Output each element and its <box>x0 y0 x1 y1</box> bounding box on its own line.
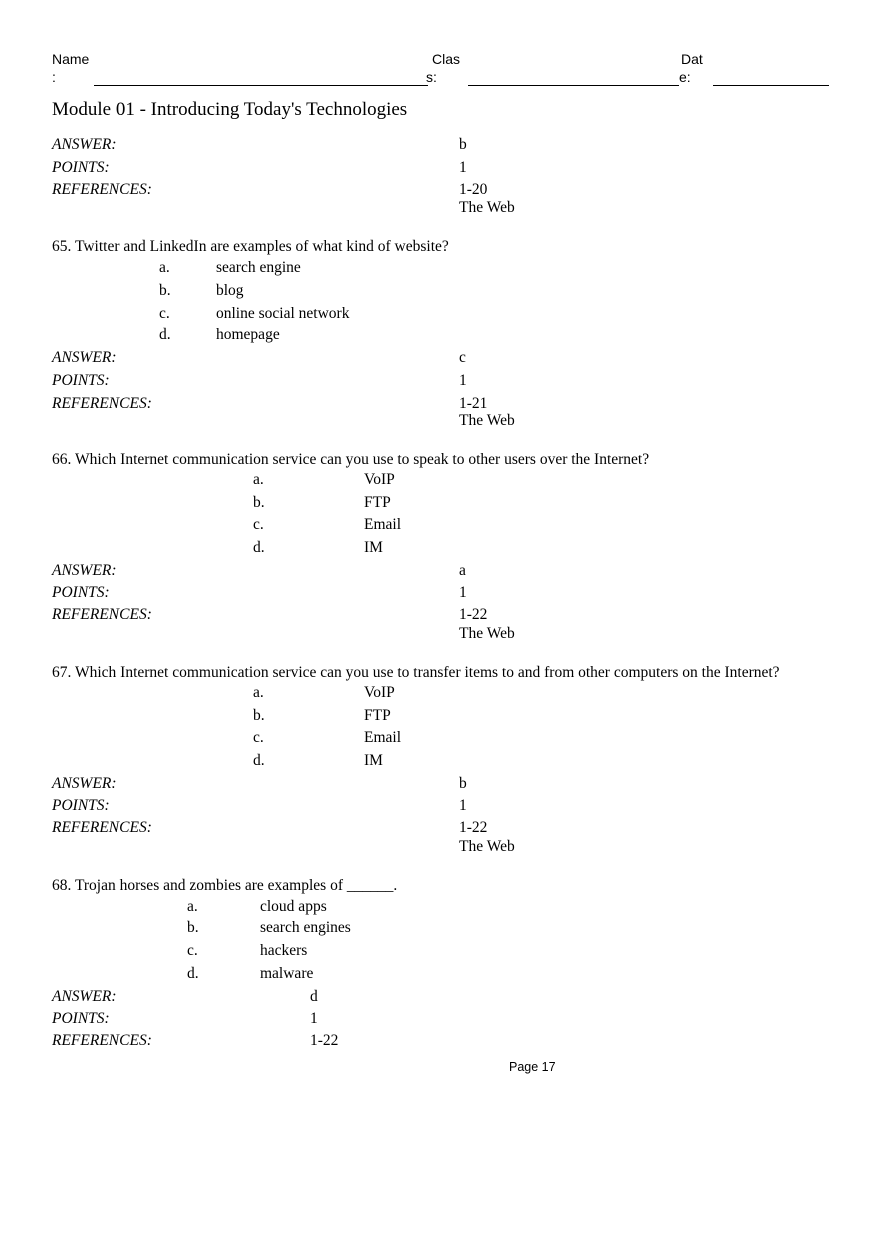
answer-value: a <box>459 562 466 579</box>
answer-label: ANSWER: <box>52 349 117 366</box>
points-label: POINTS: <box>52 1010 110 1027</box>
option-text: FTP <box>364 494 391 511</box>
option-text: hackers <box>260 942 308 959</box>
option-letter: d. <box>187 965 199 982</box>
points-value: 1 <box>459 797 467 814</box>
points-value: 1 <box>459 372 467 389</box>
date-field-line[interactable] <box>713 85 829 86</box>
option-text: search engine <box>216 259 301 276</box>
points-label: POINTS: <box>52 159 110 176</box>
reference-topic: The Web <box>459 838 515 855</box>
option-text: search engines <box>260 919 351 936</box>
points-value: 1 <box>459 159 467 176</box>
option-text: cloud apps <box>260 898 327 915</box>
date-label: Dat <box>681 51 703 67</box>
option-letter: a. <box>253 684 264 701</box>
reference-topic: The Web <box>459 412 515 429</box>
answer-label: ANSWER: <box>52 136 117 153</box>
option-letter: c. <box>253 729 264 746</box>
reference-topic: The Web <box>459 199 515 216</box>
option-text: FTP <box>364 707 391 724</box>
points-label: POINTS: <box>52 797 110 814</box>
option-letter: d. <box>253 752 265 769</box>
answer-label: ANSWER: <box>52 562 117 579</box>
page-title: Module 01 - Introducing Today's Technologies <box>52 99 408 120</box>
option-text: homepage <box>216 326 280 343</box>
answer-value: d <box>310 988 318 1005</box>
option-text: IM <box>364 752 383 769</box>
question-65: 65. Twitter and LinkedIn are examples of what kind of website? <box>52 238 449 255</box>
class-label: Clas <box>432 51 461 67</box>
answer-value: b <box>459 775 467 792</box>
references-label: REFERENCES: <box>52 395 152 412</box>
points-value: 1 <box>459 584 467 601</box>
option-text: VoIP <box>364 684 395 701</box>
date-label-suffix: e: <box>679 69 691 85</box>
option-text: online social network <box>216 305 350 322</box>
option-letter: b. <box>253 494 265 511</box>
question-66: 66. Which Internet communication service can you use to speak to other users over the Internet? <box>52 451 650 468</box>
option-letter: d. <box>253 539 265 556</box>
points-label: POINTS: <box>52 372 110 389</box>
answer-label: ANSWER: <box>52 988 117 1005</box>
references-label: REFERENCES: <box>52 1032 152 1049</box>
answer-label: ANSWER: <box>52 775 117 792</box>
option-text: Email <box>364 729 402 746</box>
option-letter: d. <box>159 326 171 343</box>
option-letter: c. <box>253 516 264 533</box>
option-letter: a. <box>187 898 198 915</box>
name-label: Name <box>52 51 90 67</box>
answer-value: b <box>459 136 467 153</box>
option-letter: a. <box>253 471 264 488</box>
option-letter: b. <box>253 707 265 724</box>
name-label-colon: : <box>52 69 56 85</box>
option-text: malware <box>260 965 314 982</box>
question-68: 68. Trojan horses and zombies are examples of ______. <box>52 877 398 894</box>
option-text: IM <box>364 539 383 556</box>
answer-value: c <box>459 349 466 366</box>
option-letter: b. <box>187 919 199 936</box>
reference-page: 1-22 <box>459 819 488 836</box>
class-field-line[interactable] <box>468 85 679 86</box>
option-letter: a. <box>159 259 170 276</box>
references-label: REFERENCES: <box>52 181 152 198</box>
points-value: 1 <box>310 1010 318 1027</box>
reference-page: 1-22 <box>310 1032 339 1049</box>
option-letter: c. <box>187 942 198 959</box>
reference-page: 1-20 <box>459 181 488 198</box>
reference-topic: The Web <box>459 625 515 642</box>
question-67: 67. Which Internet communication service can you use to transfer items to and from other computers on the Internet? <box>52 664 780 681</box>
name-field-line[interactable] <box>94 85 428 86</box>
points-label: POINTS: <box>52 584 110 601</box>
class-label-suffix: s: <box>426 69 437 85</box>
page-number: Page 17 <box>509 1060 556 1074</box>
reference-page: 1-22 <box>459 606 488 623</box>
option-text: VoIP <box>364 471 395 488</box>
references-label: REFERENCES: <box>52 819 152 836</box>
reference-page: 1-21 <box>459 395 488 412</box>
option-text: blog <box>216 282 244 299</box>
option-letter: b. <box>159 282 171 299</box>
option-letter: c. <box>159 305 170 322</box>
option-text: Email <box>364 516 402 533</box>
references-label: REFERENCES: <box>52 606 152 623</box>
